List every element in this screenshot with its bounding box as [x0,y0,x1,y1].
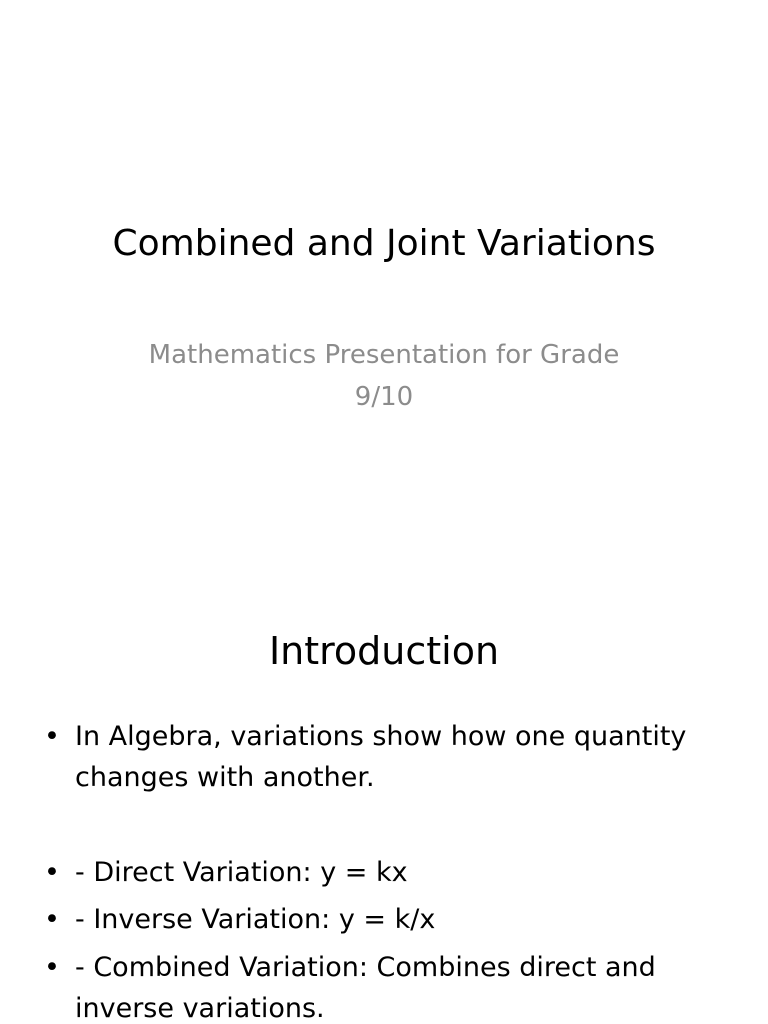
introduction-slide [0,576,768,1024]
slide-subtitle [0,334,768,418]
subtitle-line-2: 9/10 [354,382,414,412]
bullet-item [44,947,734,1024]
subtitle-line-1: Mathematics Presentation for Grade [148,340,620,370]
bullet-text-line: In Algebra, variations show how one quantity [75,721,687,752]
bullet-text-line: - Inverse Variation: y = k/x [75,904,436,935]
bullet-marker: • [44,721,60,752]
bullet-text-line: - Combined Variation: Combines direct and [75,952,656,983]
bullet-item [44,716,734,798]
section-heading: Introduction [268,629,500,673]
bullet-item [44,899,734,940]
bullet-text-line: changes with another. [75,762,375,793]
bullet-marker: • [44,904,60,935]
bullet-text-line: - Direct Variation: y = kx [75,857,408,888]
slide-title: Combined and Joint Variations [112,223,656,264]
bullet-marker: • [44,952,60,983]
bullet-item [44,852,734,893]
bullet-text-line: inverse variations. [75,993,325,1024]
bullet-marker: • [44,857,60,888]
